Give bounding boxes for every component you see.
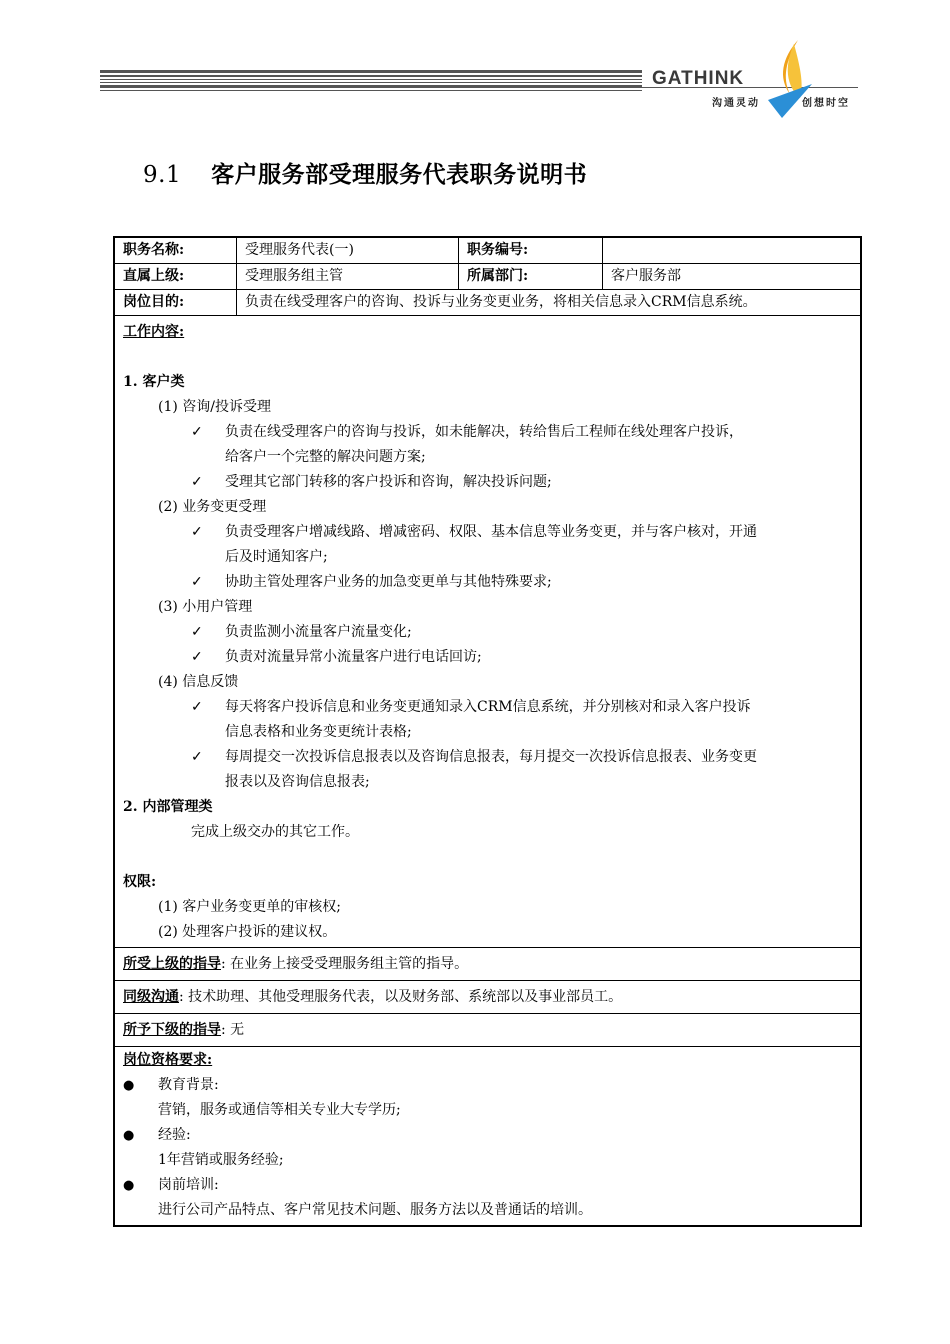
authority-item: (1) 客户业务变更单的审核权; [158,899,341,915]
guidance-from-label: 所受上级的指导 [123,956,221,972]
sub-feedback: (4) 信息反馈 [158,674,239,690]
brand-name: GATHINK [652,68,745,89]
row-peer [115,981,860,1014]
row-qualification [115,1047,860,1225]
list-item-cont: 报表以及咨询信息报表; [225,774,370,790]
guidance-to-label: 所予下级的指导 [123,1022,221,1038]
list-item: ✓ 每周提交一次投诉信息报表以及咨询信息报表，每月提交一次投诉信息报表、业务变更 [123,745,852,770]
section-customer: 1. 客户类 [123,374,185,390]
exp-value: 1年营销或服务经验; [158,1152,284,1168]
list-item: ✓ 负责监测小流量客户流量变化; [123,620,852,645]
guidance-to-value: : 无 [221,1022,245,1038]
check-icon: ✓ [191,699,203,715]
internal-item: 完成上级交办的其它工作。 [191,824,359,840]
list-item-cont: 后及时通知客户; [225,549,328,565]
header-rule-lines [100,70,642,93]
purpose-label: 岗位目的: [115,290,237,315]
title-number: 9.1 [143,162,182,188]
work-content [115,316,860,947]
row-guidance-to [115,1014,860,1047]
list-item: ✓ 受理其它部门转移的客户投诉和咨询，解决投诉问题; [123,470,852,495]
authority-item: (2) 处理客户投诉的建议权。 [158,924,337,940]
sub-inquiry: (1) 咨询/投诉受理 [158,399,271,415]
sub-small-user: (3) 小用户管理 [158,599,253,615]
job-code-value [603,238,860,263]
check-icon: ✓ [191,424,203,440]
page-title [143,156,587,189]
check-icon: ✓ [191,474,203,490]
row-guidance-from [115,948,860,981]
list-item: ● 教育背景: [123,1073,852,1098]
job-name-value: 受理服务代表(一) [237,238,459,263]
row-work-content [115,316,860,948]
list-item: ● 经验: [123,1123,852,1148]
superior-label: 直属上级: [115,264,237,289]
peer-value: : 技术助理、其他受理服务代表，以及财务部、系统部以及事业部员工。 [179,989,623,1005]
bullet-icon: ● [123,1078,135,1093]
row-purpose [115,290,860,316]
list-item-cont: 给客户一个完整的解决问题方案; [225,449,426,465]
list-item: ✓ 协助主管处理客户业务的加急变更单与其他特殊要求; [123,570,852,595]
qualification-heading: 岗位资格要求: [123,1052,213,1068]
train-value: 进行公司产品特点、客户常见技术问题、服务方法以及普通话的培训。 [158,1202,592,1218]
gathink-logo [652,38,862,120]
qualification [115,1047,860,1225]
list-item-cont: 信息表格和业务变更统计表格; [225,724,412,740]
guidance-from-value: : 在业务上接受受理服务组主管的指导。 [221,956,469,972]
job-description-table [113,236,862,1227]
row-superior [115,264,860,290]
title-text: 客户服务部受理服务代表职务说明书 [211,161,588,188]
row-job-name [115,238,860,264]
slogan-right: 创想时空 [802,98,850,109]
sub-business-change: (2) 业务变更受理 [158,499,267,515]
list-item: ● 岗前培训: [123,1173,852,1198]
slogan-left: 沟通灵动 [712,98,760,109]
check-icon: ✓ [191,524,203,540]
dept-label: 所属部门: [459,264,603,289]
bullet-icon: ● [123,1128,135,1143]
dept-value: 客户服务部 [611,268,681,284]
check-icon: ✓ [191,624,203,640]
superior-value: 受理服务组主管 [237,264,459,289]
bullet-icon: ● [123,1178,135,1193]
edu-value: 营销，服务或通信等相关专业大专学历; [158,1102,401,1118]
work-heading: 工作内容: [123,324,185,340]
list-item: ✓ 每天将客户投诉信息和业务变更通知录入CRM信息系统，并分别核对和录入客户投诉 [123,695,852,720]
list-item: ✓ 负责对流量异常小流量客户进行电话回访; [123,645,852,670]
list-item: ✓ 负责受理客户增减线路、增减密码、权限、基本信息等业务变更，并与客户核对，开通 [123,520,852,545]
peer-label: 同级沟通 [123,989,179,1005]
check-icon: ✓ [191,574,203,590]
check-icon: ✓ [191,649,203,665]
job-name-label: 职务名称: [115,238,237,263]
section-internal: 2. 内部管理类 [123,799,213,815]
check-icon: ✓ [191,749,203,765]
authority-heading: 权限: [123,874,157,890]
purpose-value: 负责在线受理客户的咨询、投诉与业务变更业务，将相关信息录入CRM信息系统。 [245,294,757,310]
job-code-label: 职务编号: [459,238,603,263]
list-item: ✓ 负责在线受理客户的咨询与投诉，如未能解决，转给售后工程师在线处理客户投诉， [123,420,852,445]
